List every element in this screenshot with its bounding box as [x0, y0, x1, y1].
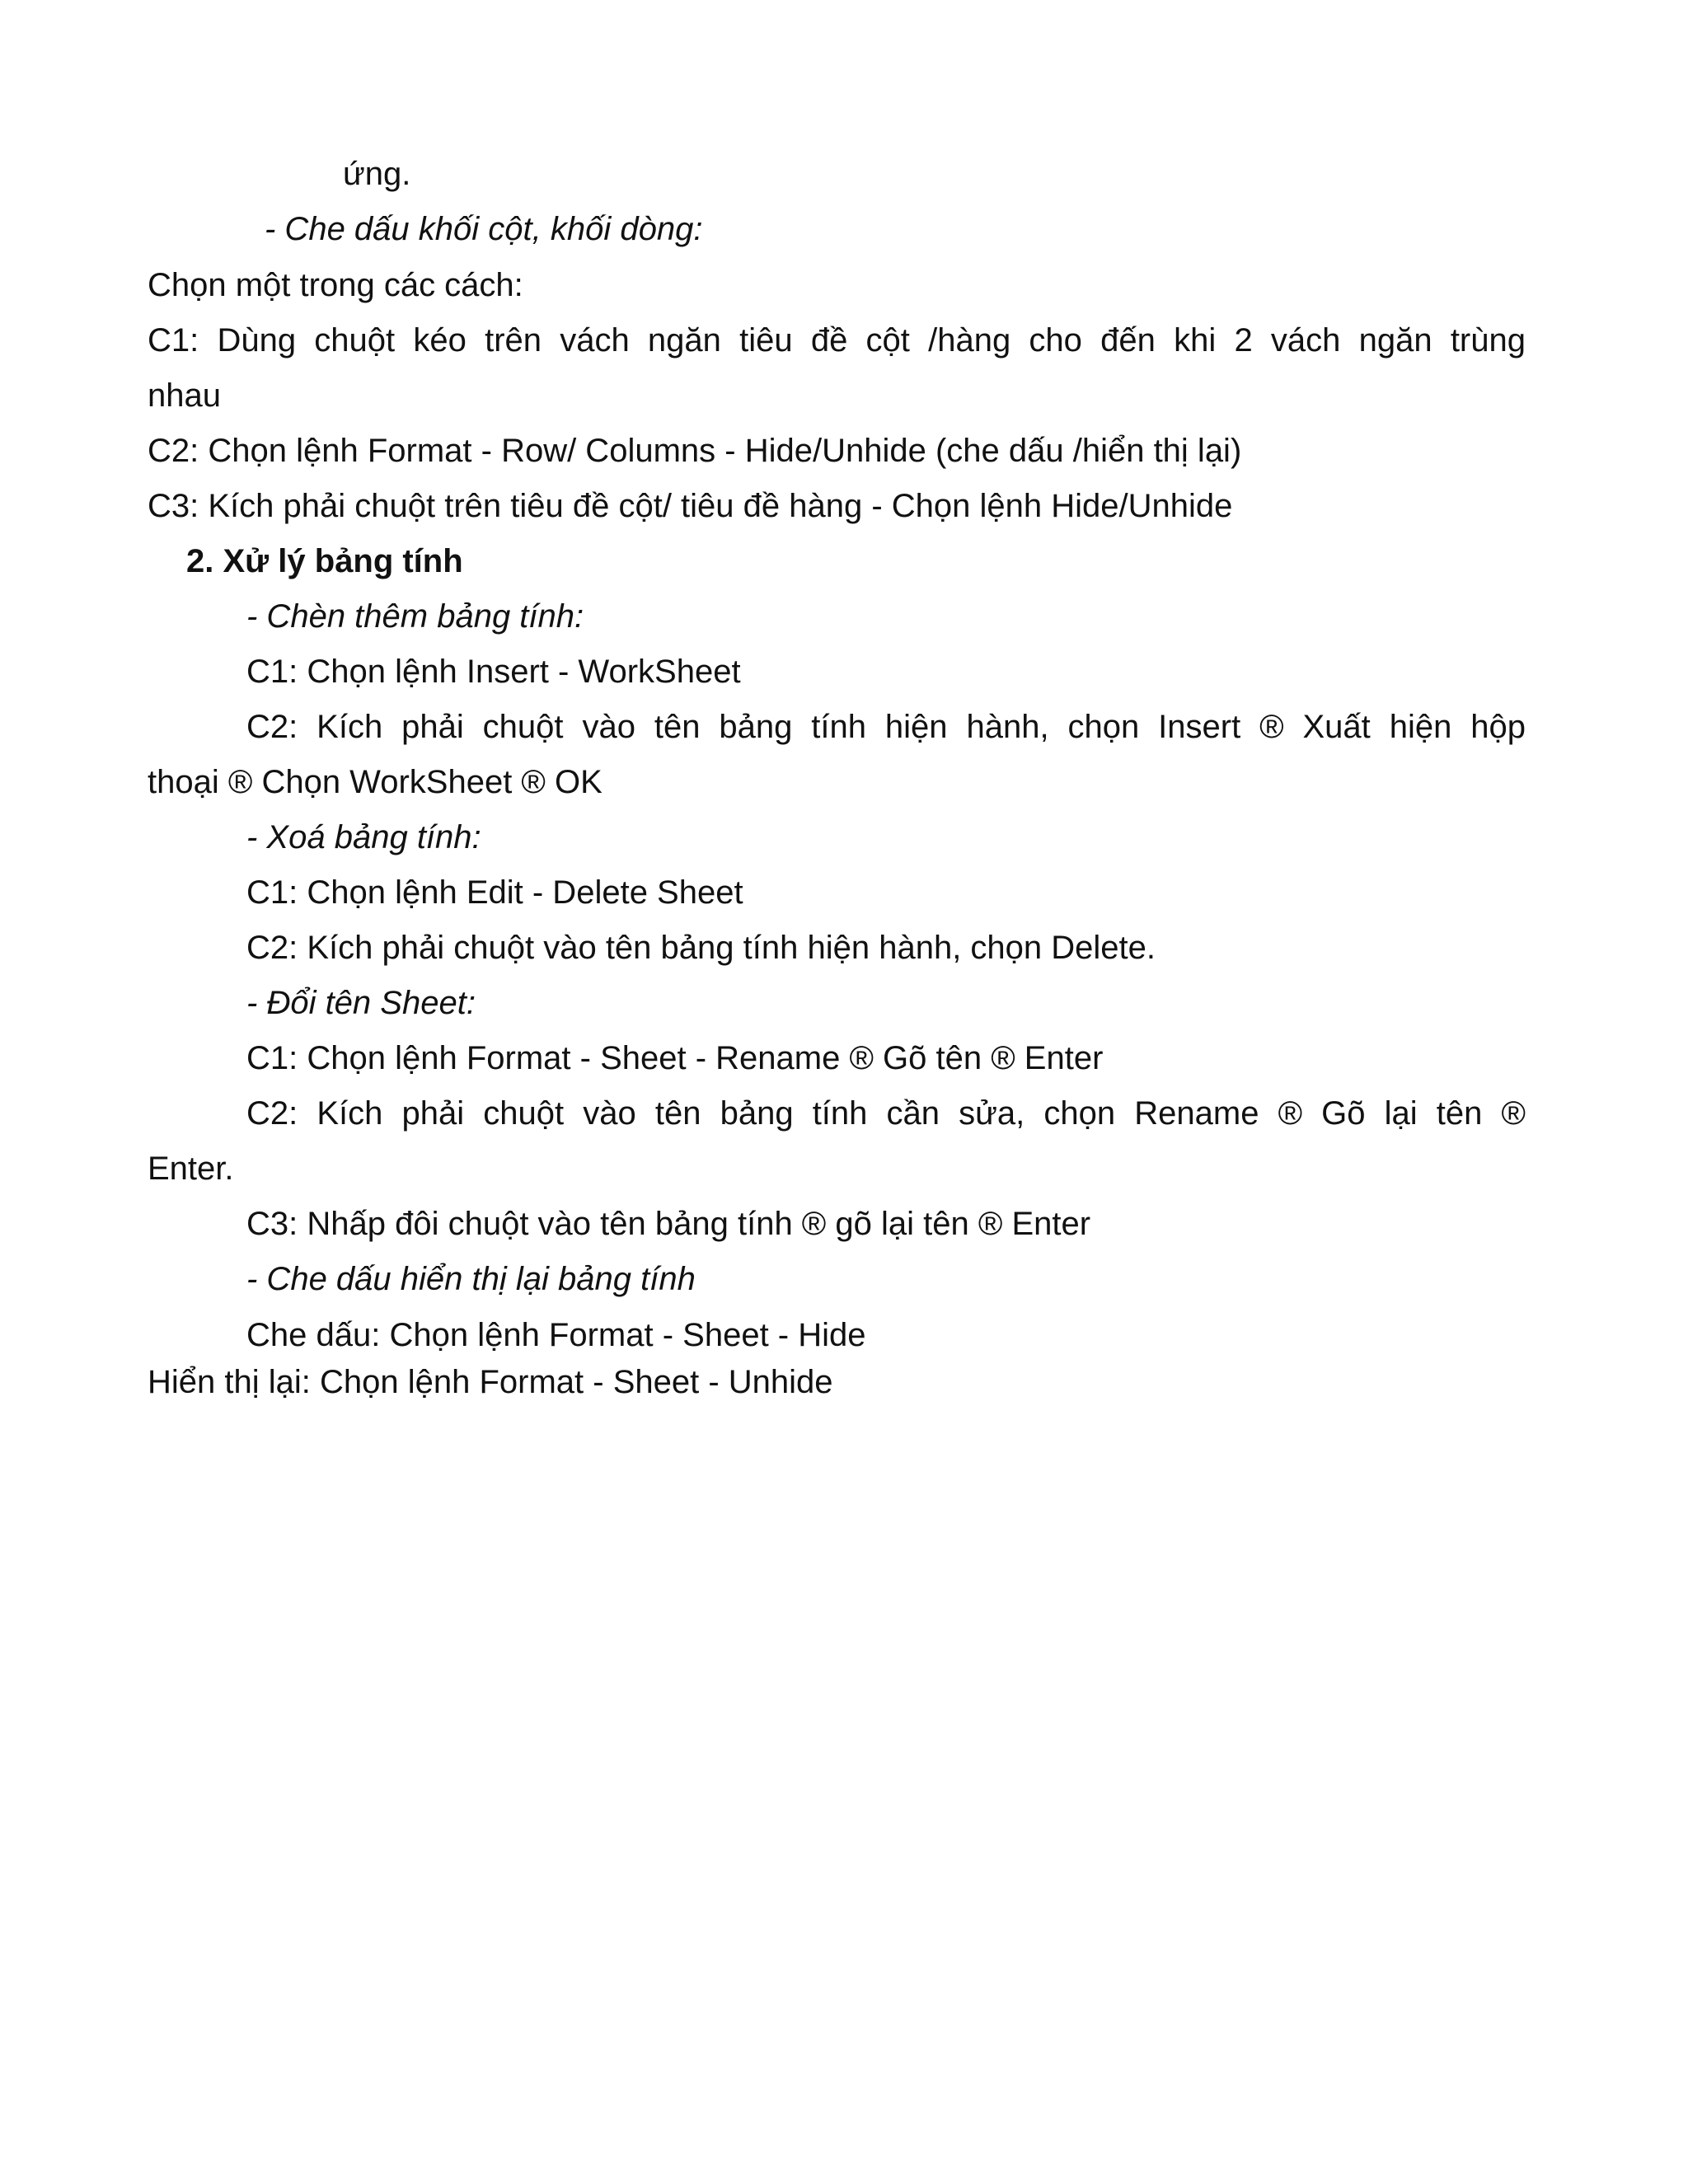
text-line-c1-drag: C1: Dùng chuột kéo trên vách ngăn tiêu đề cột /hàng cho đến khi 2 vách ngăn trùng [148, 322, 1526, 359]
text-line-c2-rename: C2: Kích phải chuột vào tên bảng tính cần sửa, chọn Rename ® Gõ lại tên ® [246, 1095, 1526, 1132]
subheading-insert-sheet: - Chèn thêm bảng tính: [246, 598, 584, 635]
text-line-choose-method: Chọn một trong các cách: [148, 267, 523, 303]
text-line-c1-delete: C1: Chọn lệnh Edit - Delete Sheet [246, 874, 743, 911]
subheading-delete-sheet: - Xoá bảng tính: [246, 819, 481, 855]
text-line-c2-format-row: C2: Chọn lệnh Format - Row/ Columns - Hide/Unhide (che dấu /hiển thị lại) [148, 433, 1242, 469]
text-line-nhau: nhau [148, 377, 221, 414]
text-line-c1-insert: C1: Chọn lệnh Insert - WorkSheet [246, 654, 741, 690]
subheading-hide-show-sheet: - Che dấu hiển thị lại bảng tính [246, 1261, 696, 1297]
text-line-enter: Enter. [148, 1151, 234, 1187]
text-line-c3-double-click: C3: Nhấp đôi chuột vào tên bảng tính ® gõ lại tên ® Enter [246, 1206, 1091, 1242]
text-line-hide-sheet: Che dấu: Chọn lệnh Format - Sheet - Hide [246, 1317, 866, 1353]
text-line-dialog-ok: thoại ® Chọn WorkSheet ® OK [148, 764, 603, 800]
subheading-hide-column-row: - Che dấu khối cột, khối dòng: [265, 211, 703, 247]
text-line-unhide-sheet: Hiển thị lại: Chọn lệnh Format - Sheet - Unhide [148, 1364, 833, 1400]
text-line-c2-delete: C2: Kích phải chuột vào tên bảng tính hiện hành, chọn Delete. [246, 930, 1156, 966]
text-line-ung: ứng. [343, 156, 411, 192]
text-line-c2-insert: C2: Kích phải chuột vào tên bảng tính hiện hành, chọn Insert ® Xuất hiện hộp [246, 709, 1526, 745]
section-heading-worksheet: 2. Xử lý bảng tính [186, 543, 463, 579]
text-line-c1-rename: C1: Chọn lệnh Format - Sheet - Rename ® Gõ tên ® Enter [246, 1040, 1104, 1076]
text-line-c3-right-click: C3: Kích phải chuột trên tiêu đề cột/ tiêu đề hàng - Chọn lệnh Hide/Unhide [148, 488, 1233, 524]
subheading-rename-sheet: - Đổi tên Sheet: [246, 985, 476, 1021]
